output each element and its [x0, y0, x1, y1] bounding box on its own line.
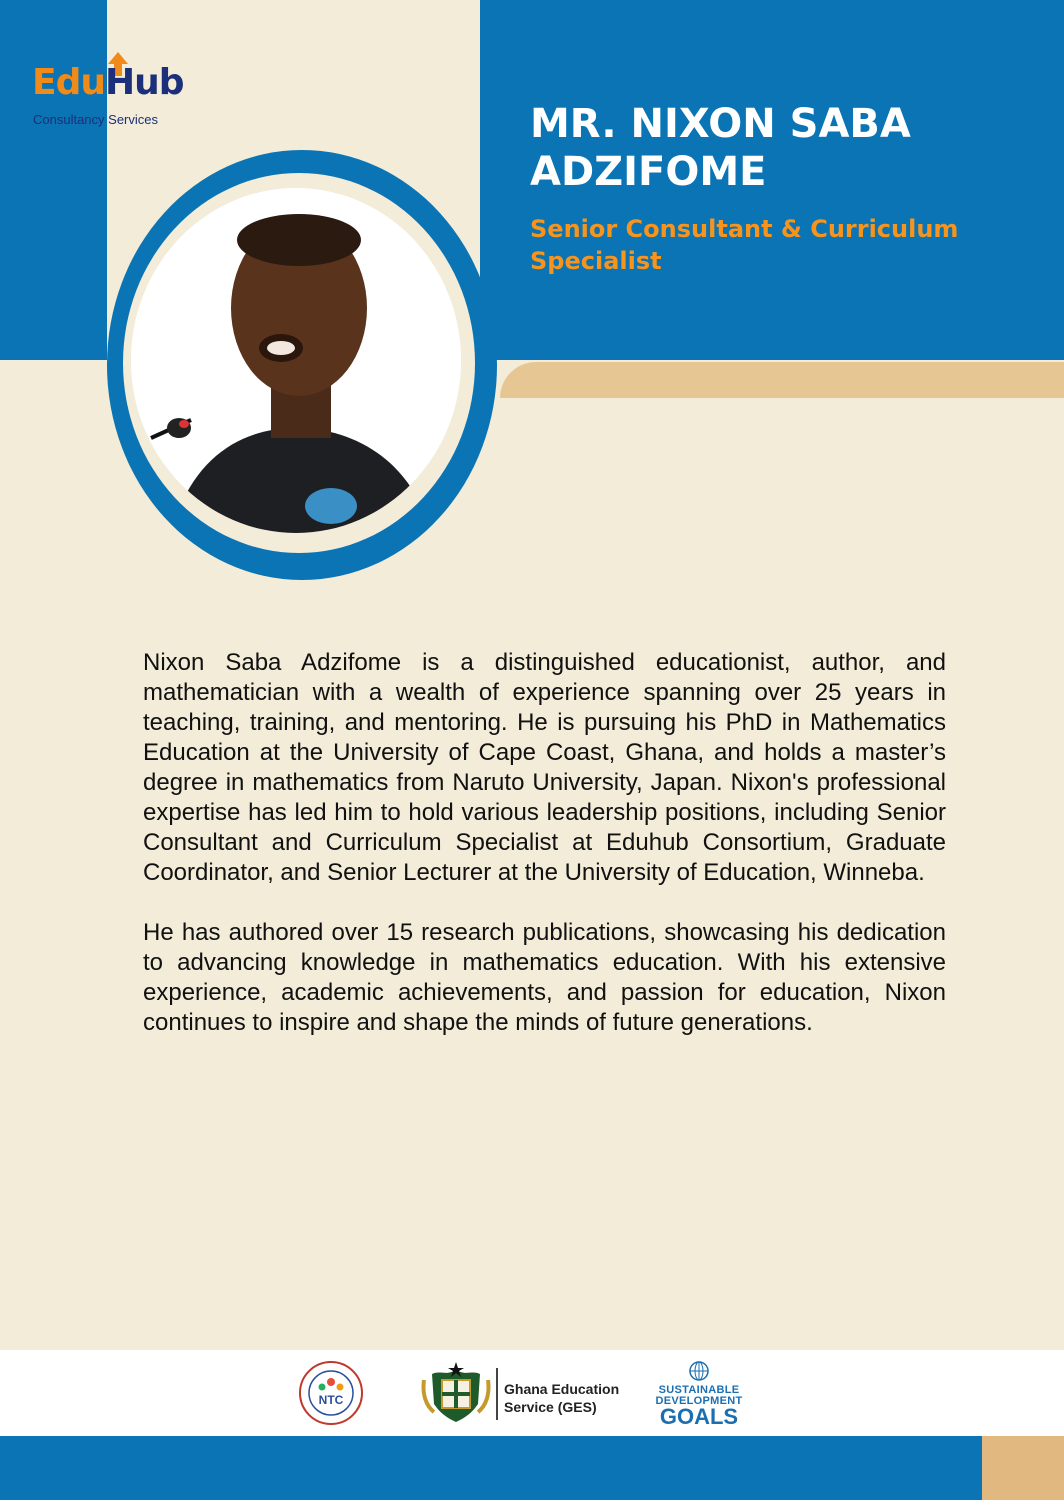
sdg-line3: GOALS [659, 1404, 739, 1429]
sdg-line2: DEVELOPMENT [655, 1395, 743, 1407]
tan-accent-band [500, 362, 1064, 398]
logo-wordmark [32, 62, 184, 103]
portrait-illustration [131, 188, 461, 533]
ntc-seal-icon [298, 1360, 364, 1426]
un-emblem-icon [688, 1360, 710, 1382]
footer-tan-accent [982, 1436, 1064, 1500]
logo-hub: Hub [105, 62, 184, 103]
ges-logo [420, 1360, 620, 1426]
footer-bar [0, 1436, 1064, 1500]
ges-divider [496, 1368, 498, 1420]
person-name: MR. NIXON SABA ADZIFOME [530, 101, 911, 195]
person-role: Senior Consultant & Curriculum Specialist [530, 215, 959, 275]
ghana-coat-of-arms-icon [420, 1360, 492, 1426]
ntc-logo [298, 1360, 364, 1426]
bio-paragraph: Nixon Saba Adzifome is a distinguished educationist, author, and mathematician with a wealth of experience spanning over 25 years in teaching, training, and mentoring. He is pursuing his PhD in Mathematics Education at the University of Cape Coast, Ghana, and holds a master’s degree in mathematics from Naruto University, Japan. Nixon's professional expertise has led him to hold various leadership positions, including Senior Consultant and Curriculum Specialist at Eduhub Consortium, Graduate Coordinator, and Senior Lecturer at the University of Education, Winneba. [143, 649, 946, 886]
eduhub-logo [30, 58, 200, 130]
ges-label-line1: Ghana Education [504, 1381, 620, 1397]
logo-subtitle: Consultancy Services [33, 112, 158, 127]
sdg-line1: SUSTAINABLE [658, 1384, 740, 1396]
ges-label-line2: Service (GES) [504, 1399, 597, 1415]
ges-label [504, 1380, 619, 1416]
profile-photo [131, 188, 461, 533]
logo-edu: Edu [32, 62, 105, 103]
ntc-label: NTC [318, 1393, 344, 1407]
bio-paragraph: He has authored over 15 research publications, showcasing his dedication to advancing knowledge in mathematics education. With his extensive experience, academic achievements, and passion for education, Nixon continues to inspire and shape the minds of future generations. [143, 919, 946, 1036]
biography [143, 648, 946, 1068]
sdg-logo [654, 1360, 744, 1430]
